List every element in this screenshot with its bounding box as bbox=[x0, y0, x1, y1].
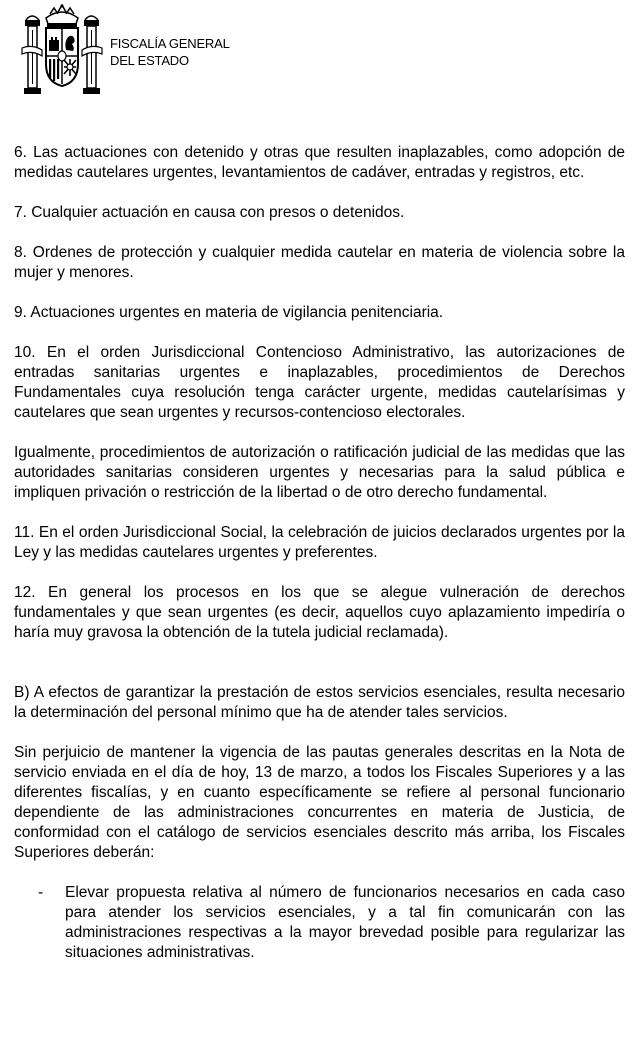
paragraph-9: 9. Actuaciones urgentes en materia de vigilancia penitenciaria. bbox=[14, 304, 444, 321]
organization-name-line2: DEL ESTADO bbox=[110, 53, 189, 68]
paragraph-8: 8. Ordenes de protección y cualquier medida cautelar en materia de violencia sobre la mujer y menores. bbox=[14, 244, 625, 281]
paragraph-12: 12. En general los procesos en los que se alegue vulneración de derechos fundamentales y que sean urgentes (es decir, aquellos cuyo aplazamiento impediría o haría muy gravosa la obtención de la tutela judicial reclamada). bbox=[14, 584, 625, 641]
paragraph-sin-perjuicio: Sin perjuicio de mantener la vigencia de las pautas generales descritas en la Nota de servicio enviada en el día de hoy, 13 de marzo, a todos los Fiscales Superiores y a las diferentes fiscalías, y en cuanto específicamente se refiere al personal funcionario dependiente de las administraciones concurrentes en materia de Justicia, de conformidad con el catálogo de servicios esenciales descrito más arriba, los Fiscales Superiores deberán: bbox=[14, 744, 625, 861]
document-header bbox=[20, 4, 420, 100]
paragraph-7: 7. Cualquier actuación en causa con presos o detenidos. bbox=[14, 204, 405, 221]
paragraph-10-continued: Igualmente, procedimientos de autorización o ratificación judicial de las medidas que las autoridades sanitarias consideren urgentes y necesarias para la salud pública e impliquen privación o restricción de la libertad o de otro derecho fundamental. bbox=[14, 444, 625, 501]
organization-name bbox=[110, 35, 230, 69]
paragraph-11: 11. En el orden Jurisdiccional Social, la celebración de juicios declarados urgentes por la Ley y las medidas cautelares urgentes y preferentes. bbox=[14, 524, 625, 561]
paragraph-10: 10. En el orden Jurisdiccional Contencioso Administrativo, las autorizaciones de entradas sanitarias urgentes e inaplazables, procedimientos de Derechos Fundamentales cuya resolución tenga carácter urgente, medidas cautelarísimas y cautelares que sean urgentes y recursos-contencioso electorales. bbox=[14, 344, 625, 421]
bullet-marker: - bbox=[38, 884, 44, 901]
paragraph-6: 6. Las actuaciones con detenido y otras que resulten inaplazables, como adopción de medidas cautelares urgentes, levantamientos de cadáver, entradas y registros, etc. bbox=[14, 144, 625, 181]
document-body bbox=[14, 143, 625, 963]
bullet-text: Elevar propuesta relativa al número de funcionarios necesarios en cada caso para atender los servicios esenciales, y a tal fin comunicarán con las administraciones respectivas a la mayor brevedad posible para regularizar las situaciones administrativas. bbox=[65, 884, 625, 961]
paragraph-b: B) A efectos de garantizar la prestación de estos servicios esenciales, resulta necesario la determinación del personal mínimo que ha de atender tales servicios. bbox=[14, 684, 625, 721]
list-item bbox=[38, 883, 625, 963]
organization-name-line1: FISCALÍA GENERAL bbox=[110, 36, 230, 51]
coat-of-arms-of-spain-icon bbox=[20, 4, 104, 98]
